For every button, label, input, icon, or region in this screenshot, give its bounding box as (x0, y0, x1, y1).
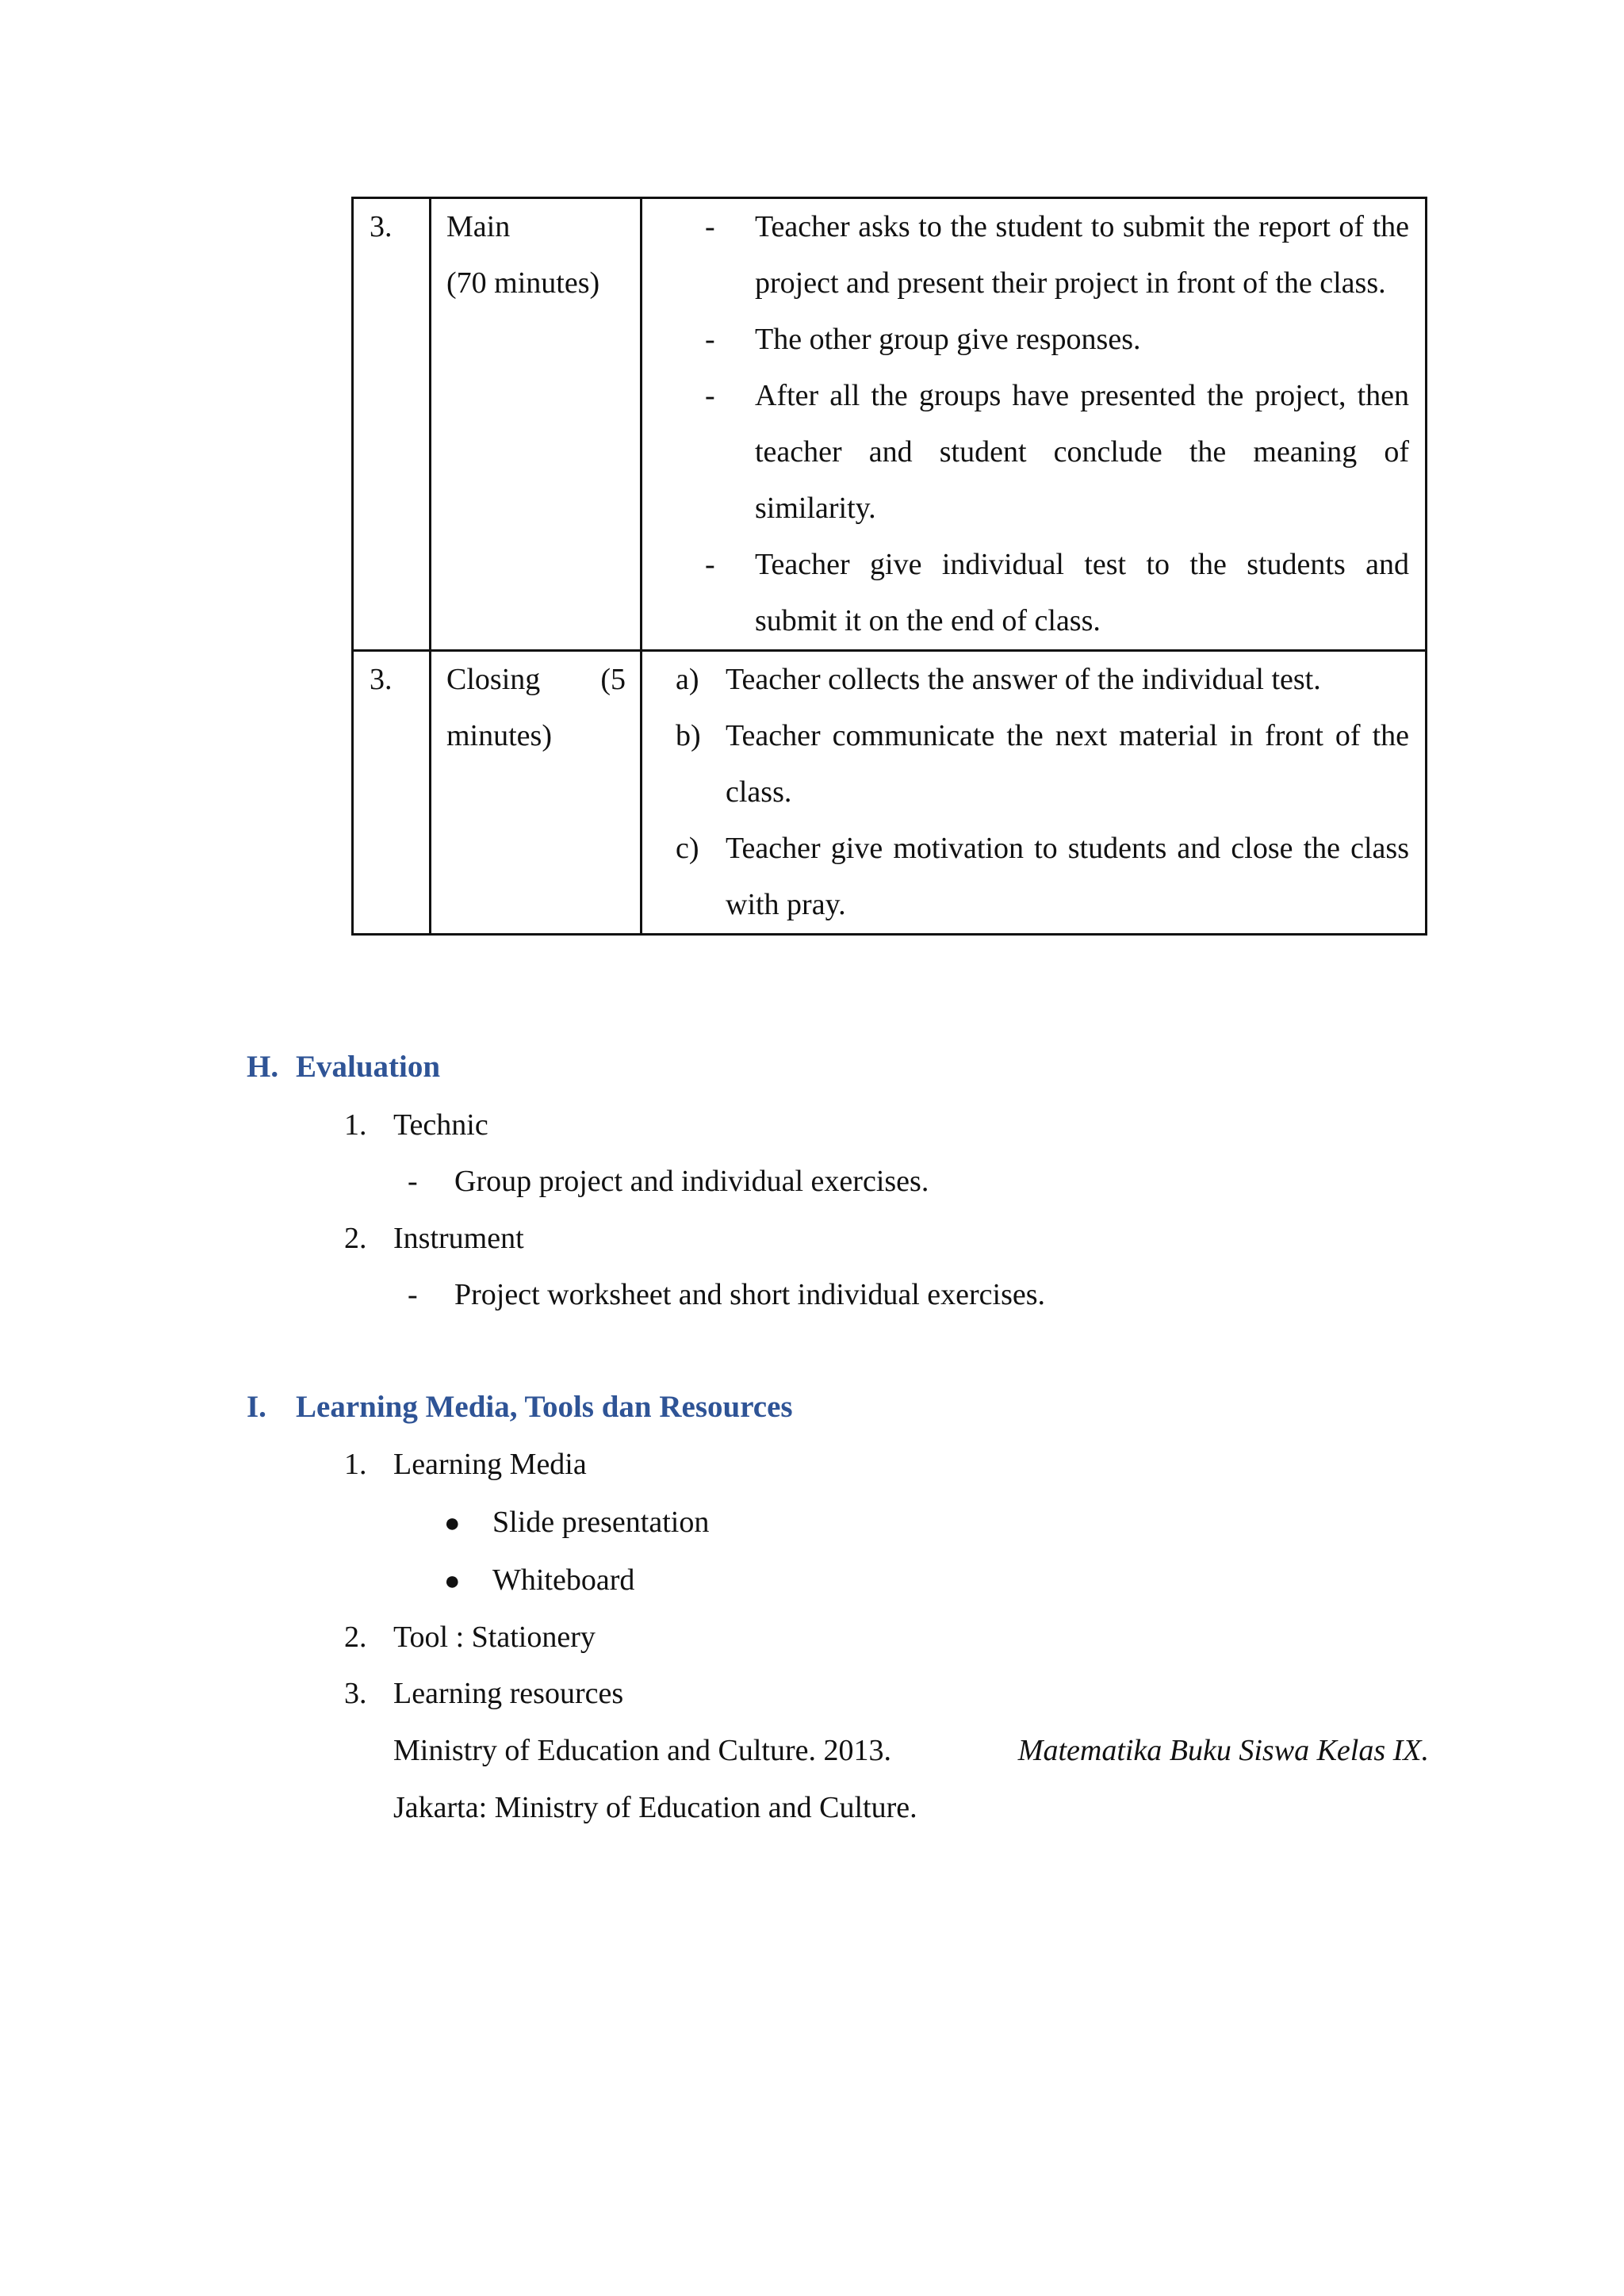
section-heading-evaluation: H. Evaluation (247, 1050, 441, 1084)
phase-cell (431, 651, 642, 935)
row-number-cell (353, 198, 431, 651)
list-item: - Project worksheet and short individual exercises. (408, 1278, 1046, 1311)
list-item: b) Teacher communicate the next material in front of the class. (676, 719, 1409, 809)
activity-list (642, 199, 1425, 649)
activity-cell (642, 198, 1427, 651)
bullet-icon: ● (444, 1509, 461, 1538)
activity-table (351, 197, 1427, 936)
table-row (353, 651, 1427, 935)
activity-cell (642, 651, 1427, 935)
list-item: a) Teacher collects the answer of the individual test. (676, 663, 1321, 696)
list-item: ● Slide presentation (444, 1498, 709, 1548)
list-item: - Group project and individual exercises. (408, 1165, 929, 1198)
list-item: c) Teacher give motivation to students and close the class with pray. (676, 832, 1409, 921)
phase-label: Main (446, 210, 511, 243)
phase-cell (431, 198, 642, 651)
reference-line: Jakarta: Ministry of Education and Culture. (393, 1791, 917, 1824)
list-item: ● Whiteboard (444, 1556, 634, 1605)
section-heading-media: I. Learning Media, Tools dan Resources (247, 1390, 793, 1424)
table-row (353, 198, 1427, 651)
phase-duration: minutes) (446, 719, 552, 752)
row-number: 3. (370, 210, 393, 243)
list-item: - After all the groups have presented the project, then teacher and student conclude the meaning of similarity. (705, 379, 1409, 525)
list-item: - Teacher give individual test to the students and submit it on the end of class. (705, 548, 1409, 637)
bullet-icon: ● (444, 1567, 461, 1596)
row-number: 3. (370, 663, 393, 696)
list-item: 2. Tool : Stationery (344, 1621, 596, 1654)
activity-list (642, 652, 1425, 933)
phase-duration: (70 minutes) (446, 266, 600, 300)
list-item: - The other group give responses. (705, 323, 1141, 356)
reference-line: Ministry of Education and Culture. 2013. Matematika Buku Siswa Kelas IX. (393, 1734, 1429, 1767)
list-item: 1. Learning Media (344, 1448, 587, 1481)
row-number-cell (353, 651, 431, 935)
list-item: 1. Technic (344, 1108, 488, 1142)
list-item: 2. Instrument (344, 1222, 524, 1255)
list-item: - Teacher asks to the student to submit the report of the project and present their project in front of the class. (705, 210, 1409, 300)
list-item: 3. Learning resources (344, 1677, 624, 1710)
phase-label: Closing (5 (446, 663, 626, 696)
